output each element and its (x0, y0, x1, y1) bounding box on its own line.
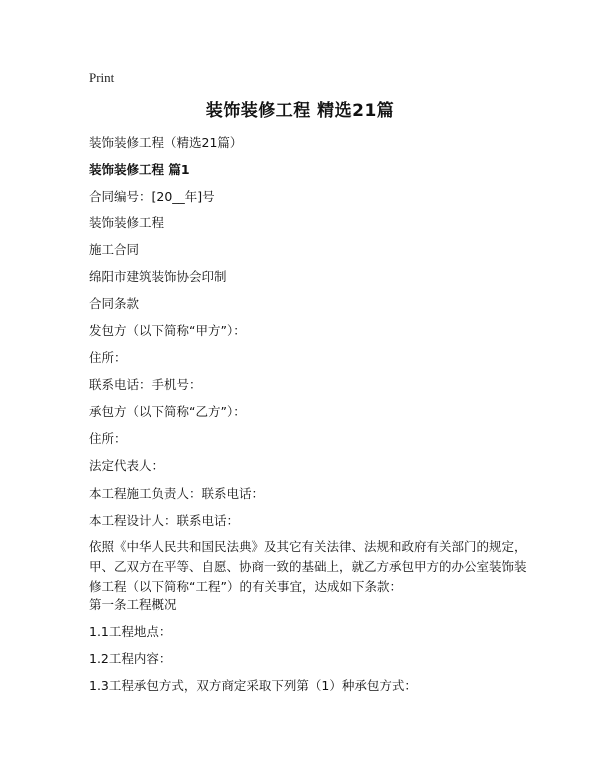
print-link[interactable]: Print (89, 70, 115, 85)
paragraph-legal-rep: 法定代表人： (89, 458, 165, 473)
paragraph-publisher: 绵阳市建筑装饰协会印制 (89, 269, 227, 284)
paragraph-party-b: 承包方（以下简称“乙方”）： (89, 404, 246, 419)
paragraph-party-a: 发包方（以下简称“甲方”）： (89, 323, 246, 338)
paragraph-legal-basis: 依照《中华人民共和国民法典》及其它有关法律、法规和政府有关部门的规定，甲、乙双方在平等、自愿、协商一致的基础上，就乙方承包甲方的办公室装饰装修工程（以下简称“工程”）的有关事宜，达成如下条款： (89, 539, 527, 594)
paragraph-location: 1.1工程地点： (89, 624, 172, 639)
paragraph-phone-a: 联系电话：手机号： (89, 377, 202, 392)
paragraph-content: 1.2工程内容： (89, 651, 172, 666)
paragraph-contracting-method: 1.3工程承包方式，双方商定采取下列第（1）种承包方式： (89, 678, 417, 693)
paragraph-project-name: 装饰装修工程 (89, 215, 165, 230)
paragraph-terms-heading: 合同条款 (89, 296, 140, 311)
document-subtitle: 装饰装修工程（精选21篇） (89, 135, 243, 150)
paragraph-address-b: 住所： (89, 431, 127, 446)
document-title: 装饰装修工程 精选21篇 (205, 101, 395, 121)
paragraph-article-one: 第一条工程概况 (89, 597, 177, 612)
section-heading: 装饰装修工程 篇1 (89, 162, 190, 177)
paragraph-contract-type: 施工合同 (89, 242, 140, 257)
paragraph-construction-lead: 本工程施工负责人：联系电话： (89, 486, 265, 501)
paragraph-address-a: 住所： (89, 350, 127, 365)
paragraph-contract-number: 合同编号：[20__年]号 (89, 189, 215, 204)
paragraph-designer: 本工程设计人：联系电话： (89, 513, 240, 528)
